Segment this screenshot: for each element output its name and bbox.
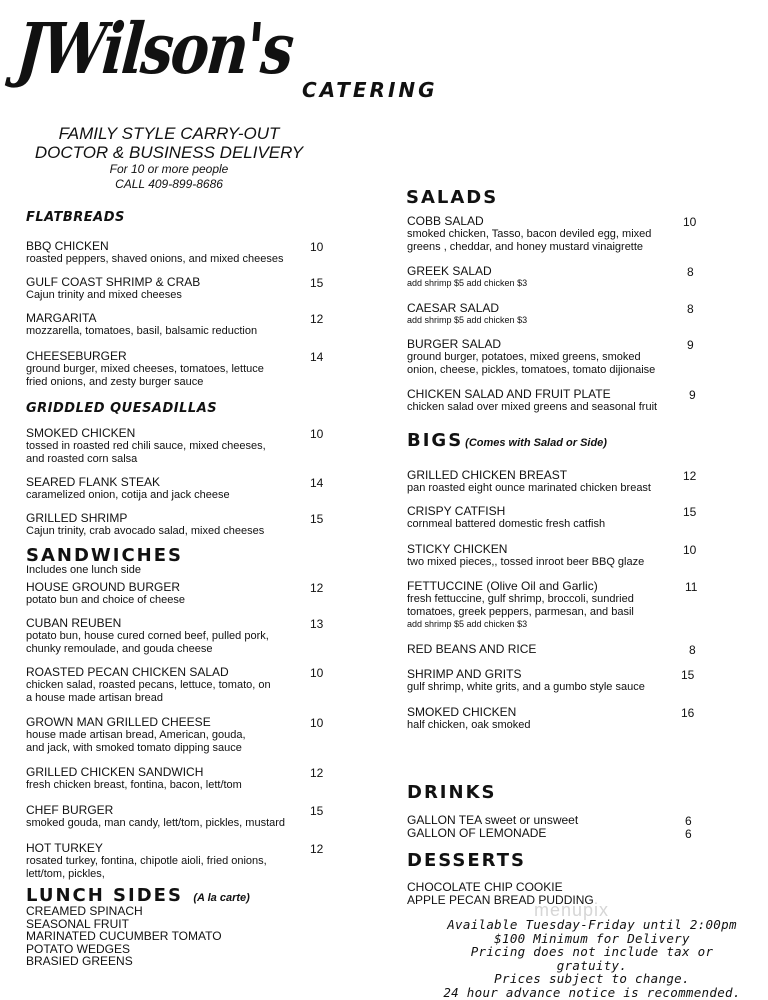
- item-price: 10: [310, 240, 324, 254]
- item-desc: chicken salad, roasted pecans, lettuce, tomato, on: [26, 679, 271, 691]
- item-name: CRISPY CATFISH: [407, 504, 506, 518]
- item-price: 12: [310, 581, 324, 595]
- list-item: CREAMED SPINACH: [26, 904, 143, 918]
- menu-item: [26, 666, 326, 705]
- item-desc: rosated turkey, fontina, chipotle aioli, fried onions,: [26, 855, 267, 867]
- item-price: 10: [310, 666, 324, 680]
- item-desc: fried onions, and zesty burger sauce: [26, 376, 204, 388]
- salads-heading: SALADS: [406, 187, 499, 208]
- footer-line: Pricing does not include tax or gratuity.: [470, 944, 714, 973]
- item-desc: Cajun trinity and mixed cheeses: [26, 289, 182, 301]
- item-desc: ground burger, potatoes, mixed greens, smoked: [407, 351, 641, 363]
- item-price: 13: [310, 617, 324, 631]
- item-desc: Cajun trinity, crab avocado salad, mixed cheeses: [26, 525, 265, 537]
- item-desc: pan roasted eight ounce marinated chicken breast: [407, 482, 651, 494]
- footer-line: 24 hour advance notice is recommended.: [443, 984, 741, 1000]
- item-name: HOT TURKEY: [26, 841, 103, 855]
- menu-item: [26, 476, 326, 502]
- item-name: SEARED FLANK STEAK: [26, 475, 161, 489]
- menu-item: [26, 842, 326, 881]
- item-name: SHRIMP AND GRITS: [407, 667, 522, 681]
- menu-item: [407, 265, 707, 289]
- item-name: STICKY CHICKEN: [407, 542, 508, 556]
- item-desc: and roasted corn salsa: [26, 453, 138, 465]
- item-name: RED BEANS AND RICE: [407, 642, 537, 656]
- item-price: 10: [310, 716, 324, 730]
- item-desc: fresh fettuccine, gulf shrimp, broccoli, sundried: [407, 593, 634, 605]
- item-desc: onion, cheese, pickles, tomatoes, tomato dijionaise: [407, 364, 656, 376]
- lunch-sides-list: [26, 905, 222, 968]
- item-addon: add shrimp $5 add chicken $3: [407, 278, 528, 288]
- item-name: CAESAR SALAD: [407, 301, 500, 315]
- menu-item: [407, 302, 707, 326]
- menu-item: [26, 804, 326, 830]
- menu-item: [26, 581, 326, 607]
- item-price: 15: [681, 668, 695, 682]
- menu-item: [26, 240, 326, 266]
- menu-item: [407, 643, 707, 656]
- item-price: 6: [685, 814, 692, 828]
- bigs-heading-row: [407, 430, 607, 452]
- menu-item: [26, 512, 326, 538]
- sandwiches-heading: SANDWICHES: [26, 545, 183, 566]
- item-name: BBQ CHICKEN: [26, 239, 109, 253]
- item-desc: mozzarella, tomatoes, basil, balsamic reduction: [26, 325, 258, 337]
- item-desc: chicken salad over mixed greens and seasonal fruit: [407, 401, 658, 413]
- item-desc: roasted peppers, shaved onions, and mixed cheeses: [26, 253, 284, 265]
- item-name: FETTUCCINE: [407, 579, 483, 593]
- page-title: CATERING: [302, 78, 438, 102]
- watermark: menupix: [534, 900, 610, 920]
- lunch-sides-heading: LUNCH SIDES: [26, 885, 183, 906]
- quesadillas-heading: GRIDDLED QUESADILLAS: [26, 401, 218, 416]
- item-name: GREEK SALAD: [407, 264, 492, 278]
- menu-item: [26, 350, 326, 389]
- list-item: BRASIED GREENS: [26, 954, 133, 968]
- item-desc: cornmeal battered domestic fresh catfish: [407, 518, 606, 530]
- item-price: 12: [310, 766, 324, 780]
- item-desc: a house made artisan bread: [26, 692, 163, 704]
- item-desc: gulf shrimp, white grits, and a gumbo style sauce: [407, 681, 645, 693]
- menu-item: [26, 427, 326, 466]
- item-name: CUBAN REUBEN: [26, 616, 122, 630]
- menu-item: [407, 215, 707, 254]
- item-name: CHEESEBURGER: [26, 349, 127, 363]
- menu-item: [26, 312, 326, 338]
- menu-item: [407, 580, 707, 630]
- item-name: GALLON OF LEMONADE: [407, 826, 547, 840]
- intro-line-3: For 10 or more people: [109, 162, 229, 176]
- menu-item: [26, 617, 326, 656]
- item-price: 12: [683, 469, 697, 483]
- item-price: 15: [310, 512, 324, 526]
- item-price: 15: [310, 276, 324, 290]
- menu-item: [407, 505, 707, 531]
- item-desc: chunky remoulade, and gouda cheese: [26, 643, 213, 655]
- item-desc: lett/tom, pickles,: [26, 868, 105, 880]
- item-name: SMOKED CHICKEN: [26, 426, 136, 440]
- item-price: 9: [687, 338, 694, 352]
- item-desc: tomatoes, greek peppers, parmesan, and basil: [407, 606, 634, 618]
- item-desc: potato bun and choice of cheese: [26, 594, 186, 606]
- sandwiches-note: Includes one lunch side: [26, 564, 141, 576]
- item-price: 16: [681, 706, 695, 720]
- item-name: GRILLED CHICKEN BREAST: [407, 468, 568, 482]
- item-name: GULF COAST SHRIMP & CRAB: [26, 275, 201, 289]
- menu-item: [26, 276, 326, 302]
- menu-item: [407, 338, 707, 377]
- intro-line-4: CALL 409-899-8686: [115, 177, 223, 191]
- item-name: MARGARITA: [26, 311, 97, 325]
- item-price: 10: [683, 215, 697, 229]
- intro-block: [24, 124, 314, 192]
- item-name-row: [407, 580, 707, 593]
- menu-item: [407, 469, 707, 495]
- list-item: CHOCOLATE CHIP COOKIE: [407, 880, 563, 894]
- footer-line: Prices subject to change.: [494, 971, 690, 986]
- list-item: APPLE PECAN BREAD PUDDING: [407, 893, 594, 907]
- drinks-heading: DRINKS: [407, 782, 497, 803]
- item-price: 8: [687, 265, 694, 279]
- item-name: GROWN MAN GRILLED CHEESE: [26, 715, 211, 729]
- item-price: 15: [683, 505, 697, 519]
- bigs-subtitle: (Comes with Salad or Side): [465, 437, 607, 449]
- item-name: ROASTED PECAN CHICKEN SALAD: [26, 665, 229, 679]
- item-desc: ground burger, mixed cheeses, tomatoes, lettuce: [26, 363, 264, 375]
- item-name: BURGER SALAD: [407, 337, 502, 351]
- item-desc: caramelized onion, cotija and jack cheese: [26, 489, 230, 501]
- footer-line: Available Tuesday-Friday until 2:00pm: [447, 917, 737, 932]
- footer-notes: [432, 918, 752, 999]
- item-desc: potato bun, house cured corned beef, pulled pork,: [26, 630, 269, 642]
- menu-item: [407, 706, 707, 732]
- list-item: POTATO WEDGES: [26, 941, 131, 956]
- brand-logo: JWilson's: [13, 7, 295, 90]
- item-price: 10: [310, 427, 324, 441]
- item-price: 6: [685, 827, 692, 841]
- item-price: 9: [689, 388, 696, 402]
- menu-item: [407, 668, 707, 694]
- menu-item: [26, 716, 326, 755]
- menu-item: [26, 766, 326, 792]
- list-item: SEASONAL FRUIT: [26, 916, 129, 931]
- item-price: 11: [685, 580, 698, 594]
- item-name: CHICKEN SALAD AND FRUIT PLATE: [407, 387, 611, 401]
- item-name: COBB SALAD: [407, 214, 484, 228]
- item-desc: smoked chicken, Tasso, bacon deviled egg, mixed: [407, 228, 652, 240]
- footer-line: $100 Minimum for Delivery: [494, 930, 690, 946]
- list-item: MARINATED CUCUMBER TOMATO: [26, 929, 222, 943]
- menu-item: [407, 543, 707, 569]
- menu-item: [407, 827, 707, 840]
- item-desc: house made artisan bread, American, gouda,: [26, 729, 246, 741]
- item-desc: fresh chicken breast, fontina, bacon, lett/tom: [26, 779, 242, 791]
- item-name: HOUSE GROUND BURGER: [26, 580, 181, 594]
- menu-item: [407, 388, 707, 414]
- item-desc: greens , cheddar, and honey mustard vinaigrette: [407, 241, 644, 253]
- lunch-sides-subtitle: (A la carte): [193, 892, 250, 904]
- bigs-heading: BIGS: [407, 430, 464, 451]
- flatbreads-heading: FLATBREADS: [26, 210, 125, 225]
- item-name: CHEF BURGER: [26, 803, 114, 817]
- intro-line-2: DOCTOR & BUSINESS DELIVERY: [34, 143, 304, 162]
- item-name: GALLON TEA sweet or unsweet: [407, 813, 579, 827]
- item-desc: tossed in roasted red chili sauce, mixed cheeses,: [26, 440, 266, 452]
- item-desc: two mixed pieces,, tossed inroot beer BBQ glaze: [407, 556, 645, 568]
- item-name: SMOKED CHICKEN: [407, 705, 517, 719]
- item-price: 15: [310, 804, 324, 818]
- item-price: 8: [689, 643, 696, 657]
- item-price: 14: [310, 350, 324, 364]
- item-price: 12: [310, 312, 324, 326]
- item-price: 12: [310, 842, 324, 856]
- intro-line-1: FAMILY STYLE CARRY-OUT: [58, 124, 280, 143]
- item-price: 14: [310, 476, 324, 490]
- item-name: GRILLED SHRIMP: [26, 511, 128, 525]
- item-price: 8: [687, 302, 694, 316]
- desserts-heading: DESSERTS: [407, 850, 526, 871]
- item-name-note: (Olive Oil and Garlic): [486, 579, 598, 593]
- item-desc: and jack, with smoked tomato dipping sauce: [26, 742, 242, 754]
- item-addon: add shrimp $5 add chicken $3: [407, 315, 528, 325]
- item-addon: add shrimp $5 add chicken $3: [407, 619, 528, 629]
- item-desc: smoked gouda, man candy, lett/tom, pickles, mustard: [26, 817, 286, 829]
- item-desc: half chicken, oak smoked: [407, 719, 531, 731]
- item-name: GRILLED CHICKEN SANDWICH: [26, 765, 204, 779]
- item-price: 10: [683, 543, 697, 557]
